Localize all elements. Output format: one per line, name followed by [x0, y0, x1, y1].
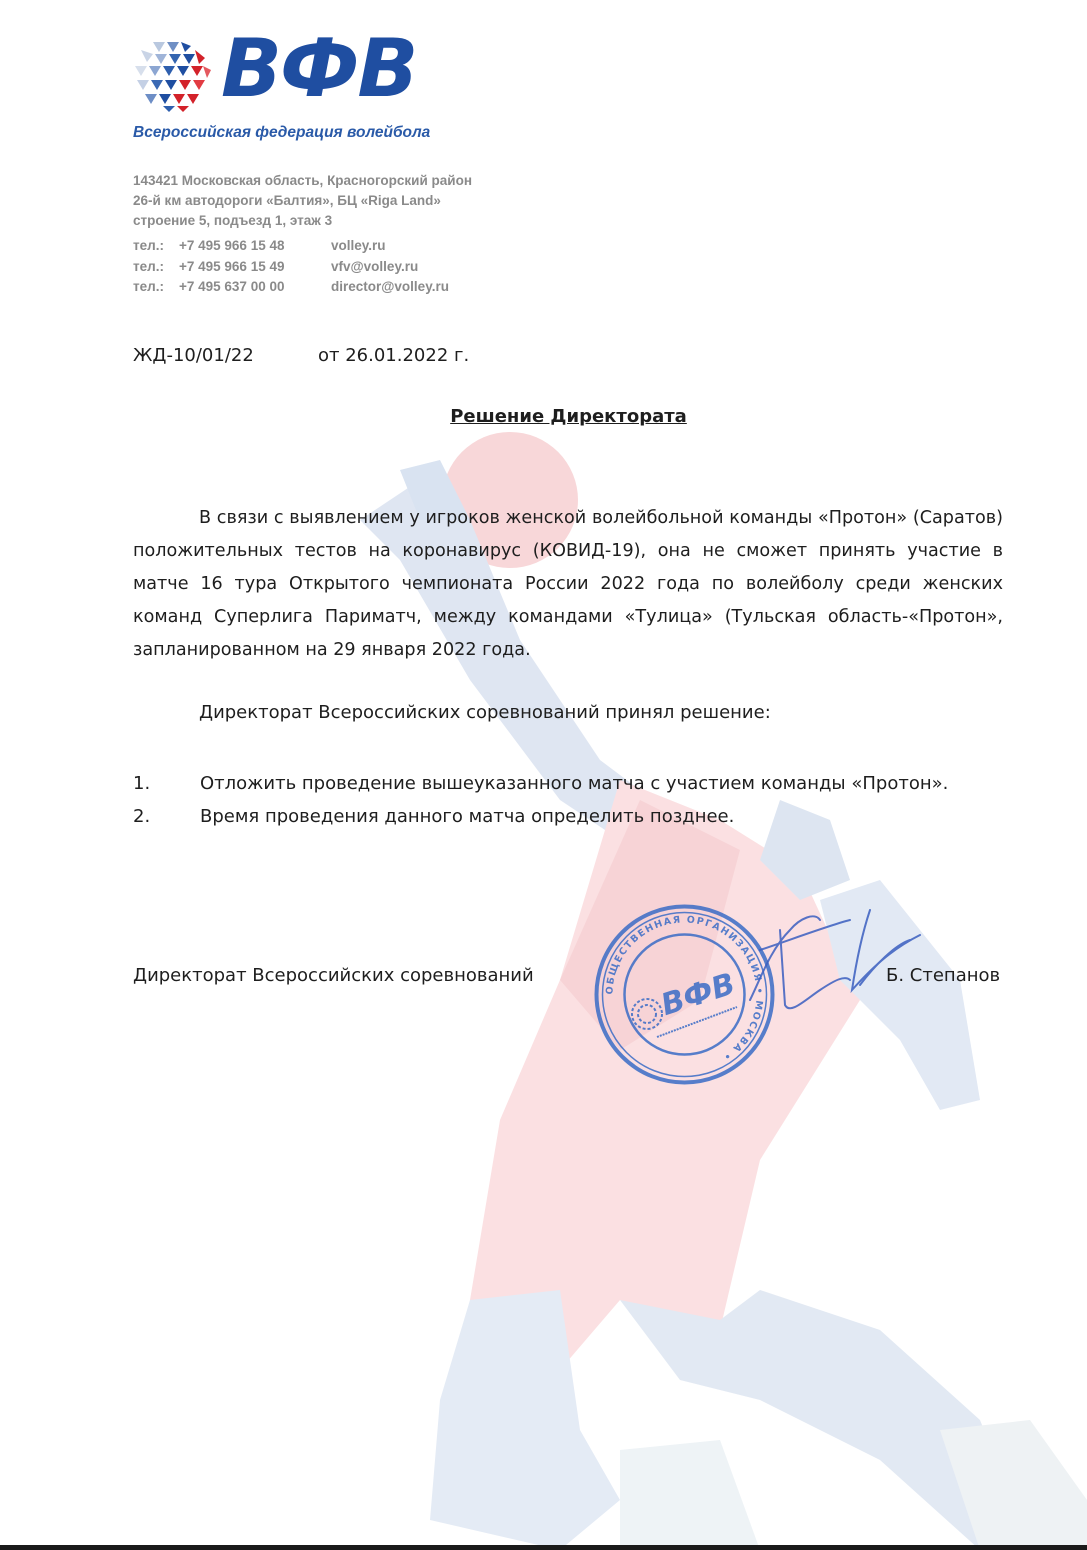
contact-email: director@volley.ru [331, 279, 449, 295]
address-line: 26-й км автодороги «Балтия», БЦ «Riga Land» [133, 193, 441, 208]
address-line: 143421 Московская область, Красногорский район [133, 173, 472, 188]
list-item-text: Время проведения данного матча определить позднее. [200, 806, 735, 827]
vfv-logo [133, 22, 443, 148]
screen-bottom-bar [0, 1545, 1087, 1550]
document-paragraph: В связи с выявлением у игроков женской волейбольной команды «Протон» (Саратов) положительных тестов на коронавирус (КОВИД-19), она не сможет принять участие в матче 16 тура Открытого чемпионата России 2022 года по волейболу среди женских команд Суперлига Париматч, между командами «Тулица» (Тульская область-«Протон», запланированном на 29 января 2022 года. [133, 508, 1003, 660]
document-number: ЖД-10/01/22 [133, 345, 254, 366]
list-item-number: 1. [133, 773, 151, 794]
contact-web: volley.ru [331, 238, 386, 253]
document-reference [133, 345, 469, 366]
logo-mark: ВФВ [221, 22, 417, 115]
logo-sphere-icon [133, 40, 213, 112]
contact-row [133, 277, 449, 298]
document-date: от 26.01.2022 г. [318, 345, 470, 366]
contact-phone: +7 495 966 15 48 [179, 238, 285, 253]
stamp-ring-text: ОБЩЕСТВЕННАЯ ОРГАНИЗАЦИЯ • МОСКВА • [604, 914, 765, 1063]
stamp-center-text: ВФВ [656, 966, 740, 1024]
contacts-block [133, 236, 449, 298]
signatory-name: Б. Степанов [886, 965, 1001, 986]
signatory-organization: Директорат Всероссийских соревнований [133, 965, 534, 986]
contact-row [133, 236, 449, 257]
logo-subtitle: Всероссийская федерация волейбола [133, 124, 431, 141]
handwritten-signature [720, 890, 930, 1030]
list-item-number: 2. [133, 806, 151, 827]
contact-label: тел.: [133, 279, 164, 295]
list-item [133, 800, 948, 833]
decision-list [133, 767, 948, 833]
contact-label: тел.: [133, 238, 164, 253]
contact-email: vfv@volley.ru [331, 258, 419, 274]
document-title: Решение Директората [450, 406, 687, 427]
address-block [133, 171, 472, 231]
list-item [133, 767, 948, 800]
contact-row [133, 257, 449, 278]
list-item-text: Отложить проведение вышеуказанного матча с участием команды «Протон». [200, 773, 949, 794]
stamp-globe-icon [632, 999, 662, 1029]
decision-intro: Директорат Всероссийских соревнований принял решение: [199, 702, 771, 723]
contact-phone: +7 495 637 00 00 [179, 279, 285, 295]
contact-label: тел.: [133, 258, 164, 274]
contact-phone: +7 495 966 15 49 [179, 258, 285, 274]
address-line: строение 5, подъезд 1, этаж 3 [133, 213, 333, 228]
